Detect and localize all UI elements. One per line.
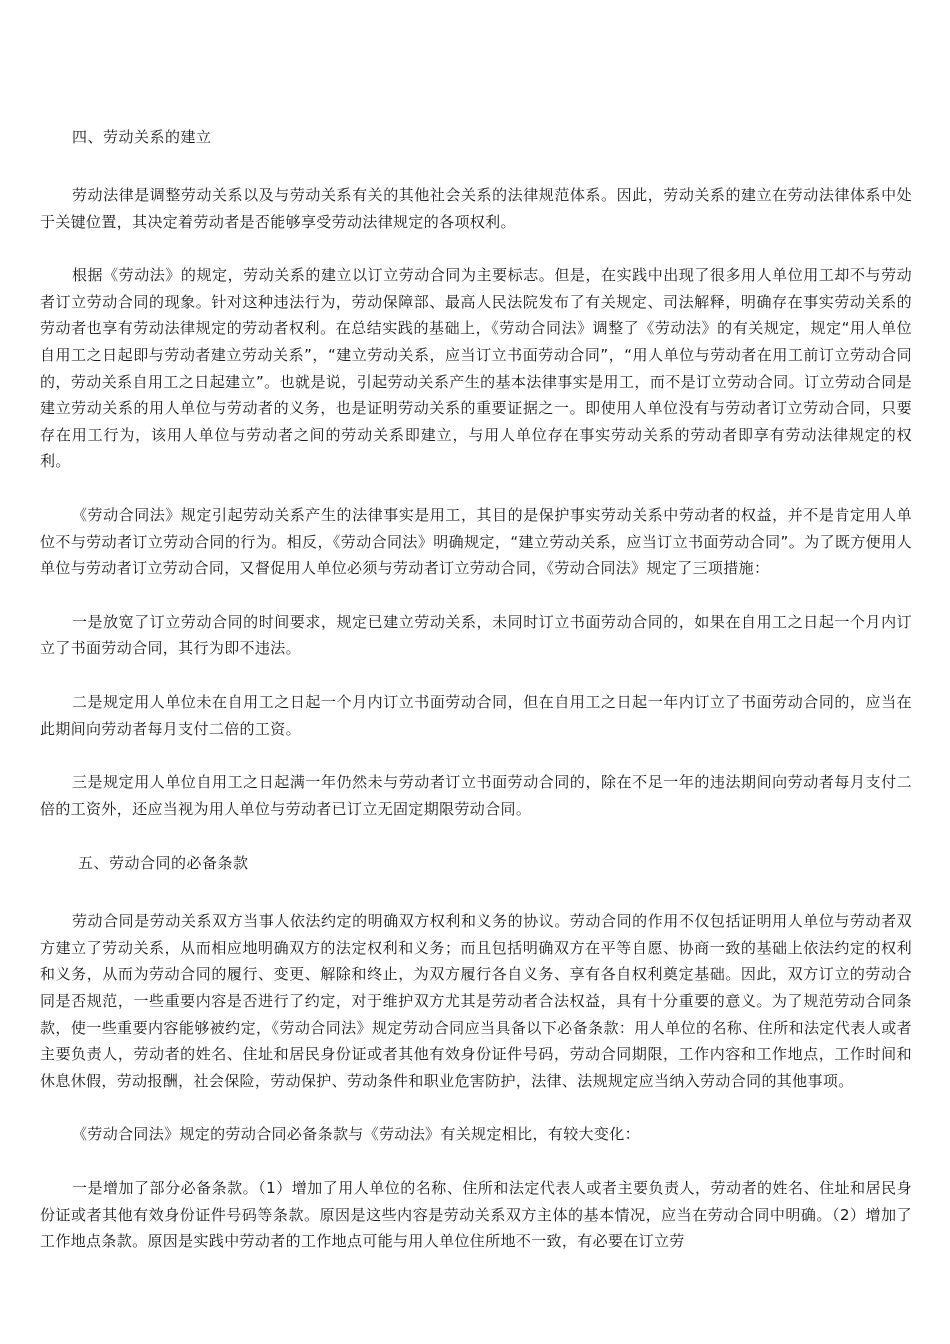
document-body xyxy=(40,123,912,1255)
paragraph: 一是放宽了订立劳动合同的时间要求，规定已建立劳动关系，未同时订立书面劳动合同的，如果在自用工之日起一个月内订立了书面劳动合同，其行为即不违法。 xyxy=(40,612,912,658)
paragraph: 三是规定用人单位自用工之日起满一年仍然未与劳动者订立书面劳动合同的，除在不足一年的违法期间向劳动者每月支付二倍的工资外，还应当视为用人单位与劳动者已订立无固定期限劳动合同。 xyxy=(40,773,912,818)
paragraph: 《劳动合同法》规定的劳动合同必备条款与《劳动法》有关规定相比，有较大变化： xyxy=(72,1125,640,1144)
section-heading-establishment: 四、劳动关系的建立 xyxy=(72,128,212,146)
paragraph: 劳动合同是劳动关系双方当事人依法约定的明确双方权利和义务的协议。劳动合同的作用不仅包括证明用人单位与劳动者双方建立了劳动关系，从而相应地明确双方的法定权利和义务；而且包括明确双方在平等自愿、协商一致的基础上依法约定的权利和义务，从而为劳动合同的履行、变更、解除和终止，为双方履行各自义务、享有各自权利奠定基础。因此，双方订立的劳动合同是否规范，一些重要内容是否进行了约定，对于维护双方尤其是劳动者合法权益，具有十分重要的意义。为了规范劳动合同条款，使一些重要内容能够被约定，《劳动合同法》规定劳动合同应当具备以下必备条款：用人单位的名称、住所和法定代表人或者主要负责人，劳动者的姓名、住址和居民身份证或者其他有效身份证件号码，劳动合同期限，工作内容和工作地点，工作时间和休息休假，劳动报酬，社会保险，劳动保护、劳动条件和职业危害防护，法律、法规规定应当纳入劳动合同的其他事项。 xyxy=(40,912,912,1090)
paragraph: 根据《劳动法》的规定，劳动关系的建立以订立劳动合同为主要标志。但是，在实践中出现了很多用人单位用工却不与劳动者订立劳动合同的现象。针对这种违法行为，劳动保障部、最高人民法院发布了有关规定、司法解释，明确存在事实劳动关系的劳动者也享有劳动法律规定的劳动者权利。在总结实践的基础上，《劳动合同法》调整了《劳动法》的有关规定，规定“用人单位自用工之日起即与劳动者建立劳动关系”，“建立劳动关系，应当订立书面劳动合同”，“用人单位与劳动者在用工前订立劳动合同的，劳动关系自用工之日起建立”。也就是说，引起劳动关系产生的基本法律事实是用工，而不是订立劳动合同。订立劳动合同是建立劳动关系的用人单位与劳动者的义务，也是证明劳动关系的重要证据之一。即使用人单位没有与劳动者订立劳动合同，只要存在用工行为，该用人单位与劳动者之间的劳动关系即建立，与用人单位存在事实劳动关系的劳动者即享有劳动法律规定的权利。 xyxy=(40,266,912,471)
section-heading-mandatory-clauses: 五、劳动合同的必备条款 xyxy=(78,854,249,873)
paragraph: 劳动法律是调整劳动关系以及与劳动关系有关的其他社会关系的法律规范体系。因此，劳动关系的建立在劳动法律体系中处于关键位置，其决定着劳动者是否能够享受劳动法律规定的各项权利。 xyxy=(40,186,912,231)
paragraph: 二是规定用人单位未在自用工之日起一个月内订立书面劳动合同，但在自用工之日起一年内订立了书面劳动合同的，应当在此期间向劳动者每月支付二倍的工资。 xyxy=(40,692,912,738)
paragraph: 一是增加了部分必备条款。（1）增加了用人单位的名称、住所和法定代表人或者主要负责人，劳动者的姓名、住址和居民身份证或者其他有效身份证件号码等条款。原因是这些内容是劳动关系双方主体的基本情况，应当在劳动合同中明确。（2）增加了工作地点条款。原因是实践中劳动者的工作地点可能与用人单位住所地不一致，有必要在订立劳 xyxy=(40,1179,912,1251)
paragraph: 《劳动合同法》规定引起劳动关系产生的法律事实是用工，其目的是保护事实劳动关系中劳动者的权益，并不是肯定用人单位不与劳动者订立劳动合同的行为。相反，《劳动合同法》明确规定，“建立劳动关系，应当订立书面劳动合同”。为了既方便用人单位与劳动者订立劳动合同，又督促用人单位必须与劳动者订立劳动合同，《劳动合同法》规定了三项措施： xyxy=(40,505,912,578)
